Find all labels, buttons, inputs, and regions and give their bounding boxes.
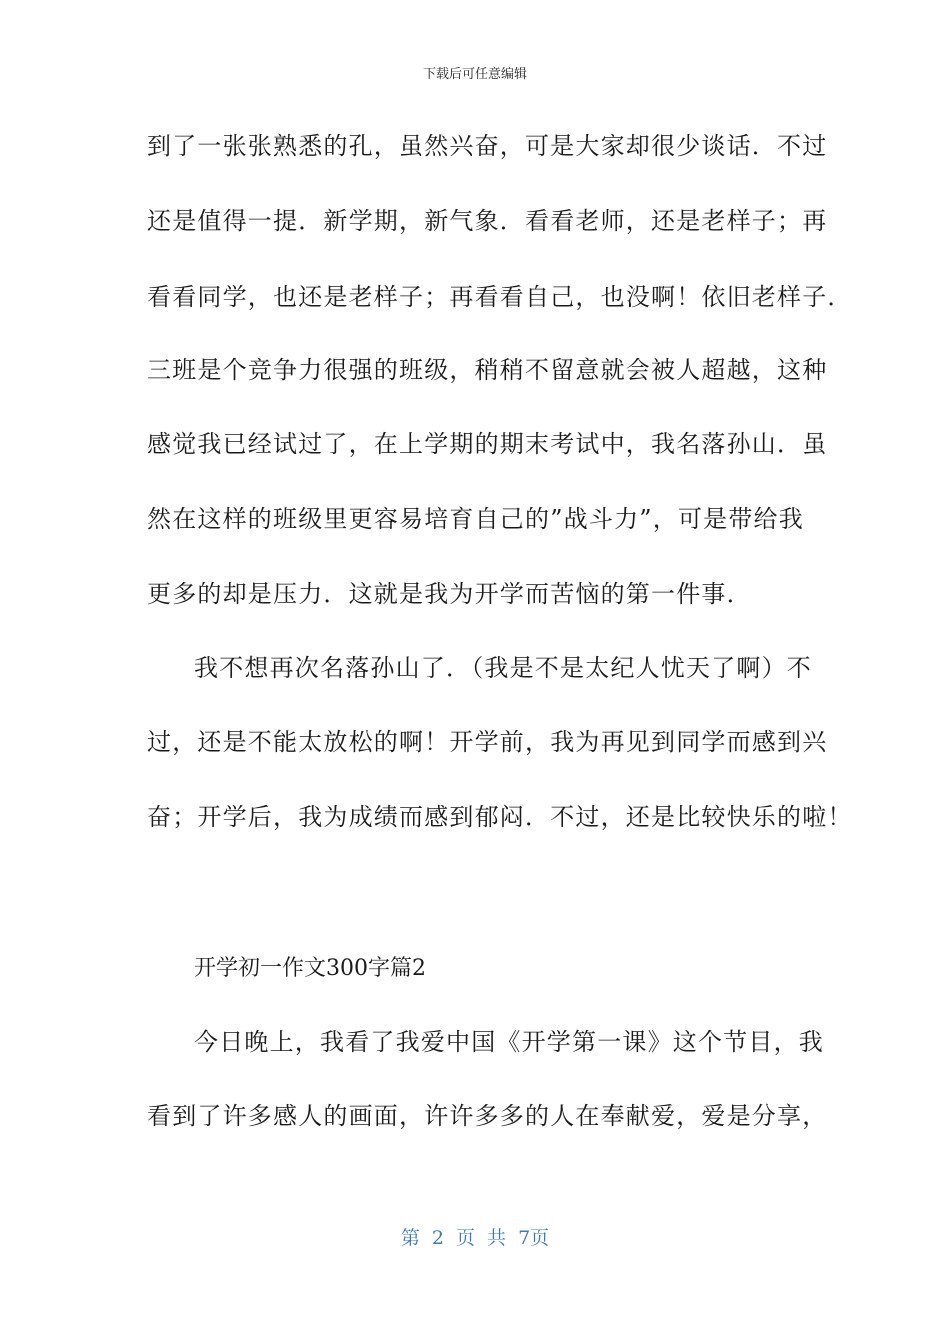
section-heading: 开学初一作文300字篇2 bbox=[194, 956, 426, 981]
body-line: 奋；开学后，我为成绩而感到郁闷．不过，还是比较快乐的啦！ bbox=[147, 803, 853, 831]
body-line: 看到了许多感人的画面，许许多多的人在奉献爱，爱是分享， bbox=[147, 1102, 828, 1130]
body-line: 我不想再次名落孙山了．（我是不是太纪人忧天了啊）不 bbox=[194, 654, 812, 682]
body-line: 过，还是不能太放松的啊！开学前，我为再见到同学而感到兴 bbox=[147, 728, 828, 756]
body-line: 今日晚上，我看了我爱中国《开学第一课》这个节目，我 bbox=[194, 1028, 824, 1056]
body-line: 到了一张张熟悉的孔，虽然兴奋，可是大家却很少谈话．不过 bbox=[147, 132, 828, 160]
body-line: 还是值得一提．新学期，新气象．看看老师，还是老样子；再 bbox=[147, 207, 828, 235]
body-line: 更多的却是压力．这就是我为开学而苦恼的第一件事． bbox=[147, 580, 752, 608]
body-line: 看看同学，也还是老样子；再看看自己，也没啊！依旧老样子． bbox=[147, 283, 853, 311]
body-line: 然在这样的班级里更容易培育自己的”战斗力”，可是带给我 bbox=[147, 505, 804, 533]
body-line: 感觉我已经试过了，在上学期的期末考试中，我名落孙山．虽 bbox=[147, 430, 828, 458]
page-header: 下载后可任意编辑 bbox=[422, 67, 527, 82]
page-number: 第 2 页 共 7页 bbox=[400, 1227, 550, 1249]
body-line: 三班是个竞争力很强的班级，稍稍不留意就会被人超越，这种 bbox=[147, 356, 828, 384]
